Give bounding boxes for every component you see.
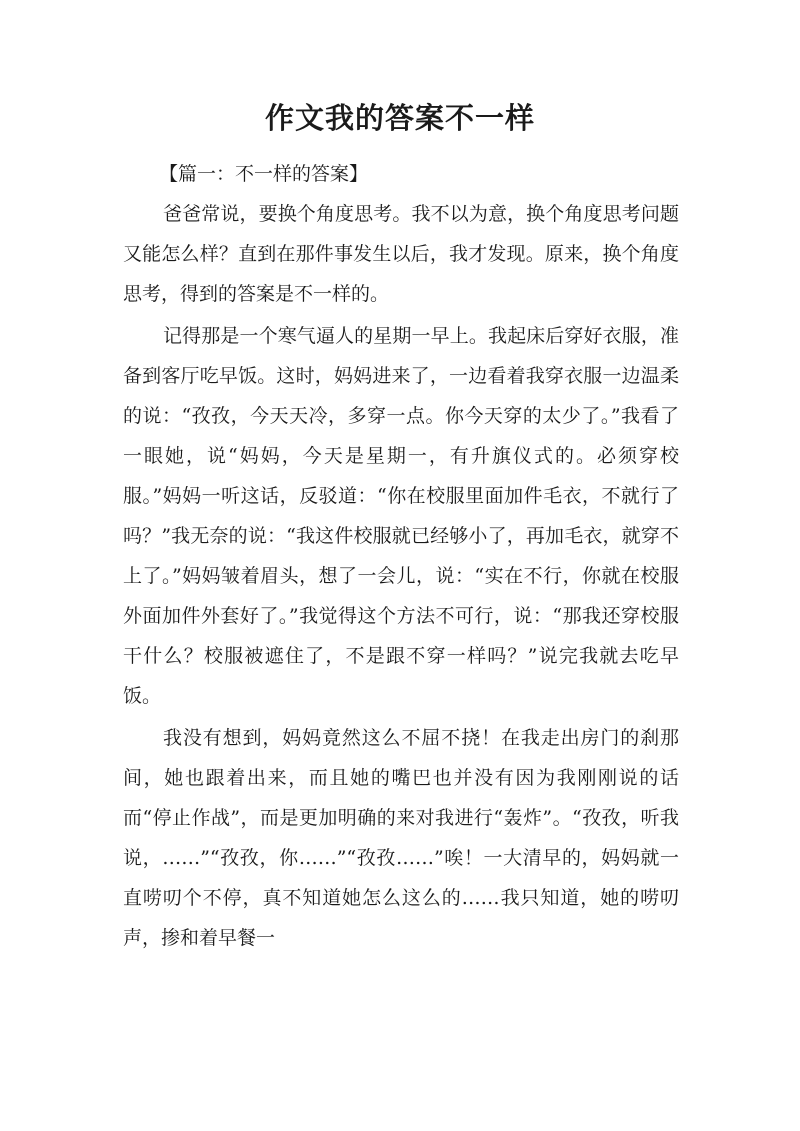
document-title: 作文我的答案不一样 xyxy=(264,101,535,135)
paragraph-1: 爸爸常说，要换个角度思考。我不以为意，换个角度思考问题又能怎么样？直到在那件事发生以后，我才发现。原来，换个角度思考，得到的答案是不一样的。 xyxy=(123,203,679,305)
paragraph-3: 我没有想到，妈妈竟然这么不屈不挠！在我走出房门的刹那间，她也跟着出来，而且她的嘴巴也并没有因为我刚刚说的话而“停止作战”，而是更加明确的来对我进行“轰炸”。“孜孜，听我说，……”“孜孜，你……”“孜孜……”唉！一大清早的，妈妈就一直唠叨个不停，真不知道她怎么这么的……我只知道，她的唠叨声，掺和着早餐一 xyxy=(123,727,679,949)
section-heading: 【篇一：不一样的答案】 xyxy=(159,163,369,185)
paragraph-2: 记得那是一个寒气逼人的星期一早上。我起床后穿好衣服，准备到客厅吃早饭。这时，妈妈进来了，一边看着我穿衣服一边温柔的说：“孜孜，今天天冷，多穿一点。你今天穿的太少了。”我看了一眼她，说“妈妈，今天是星期一，有升旗仪式的。必须穿校服。”妈妈一听这话，反驳道：“你在校服里面加件毛衣，不就行了吗？”我无奈的说：“我这件校服就已经够小了，再加毛衣，就穿不上了。”妈妈皱着眉头，想了一会儿，说：“实在不行，你就在校服外面加件外套好了。”我觉得这个方法不可行，说：“那我还穿校服干什么？校服被遮住了，不是跟不穿一样吗？”说完我就去吃早饭。 xyxy=(123,325,679,707)
document-body xyxy=(123,154,679,958)
